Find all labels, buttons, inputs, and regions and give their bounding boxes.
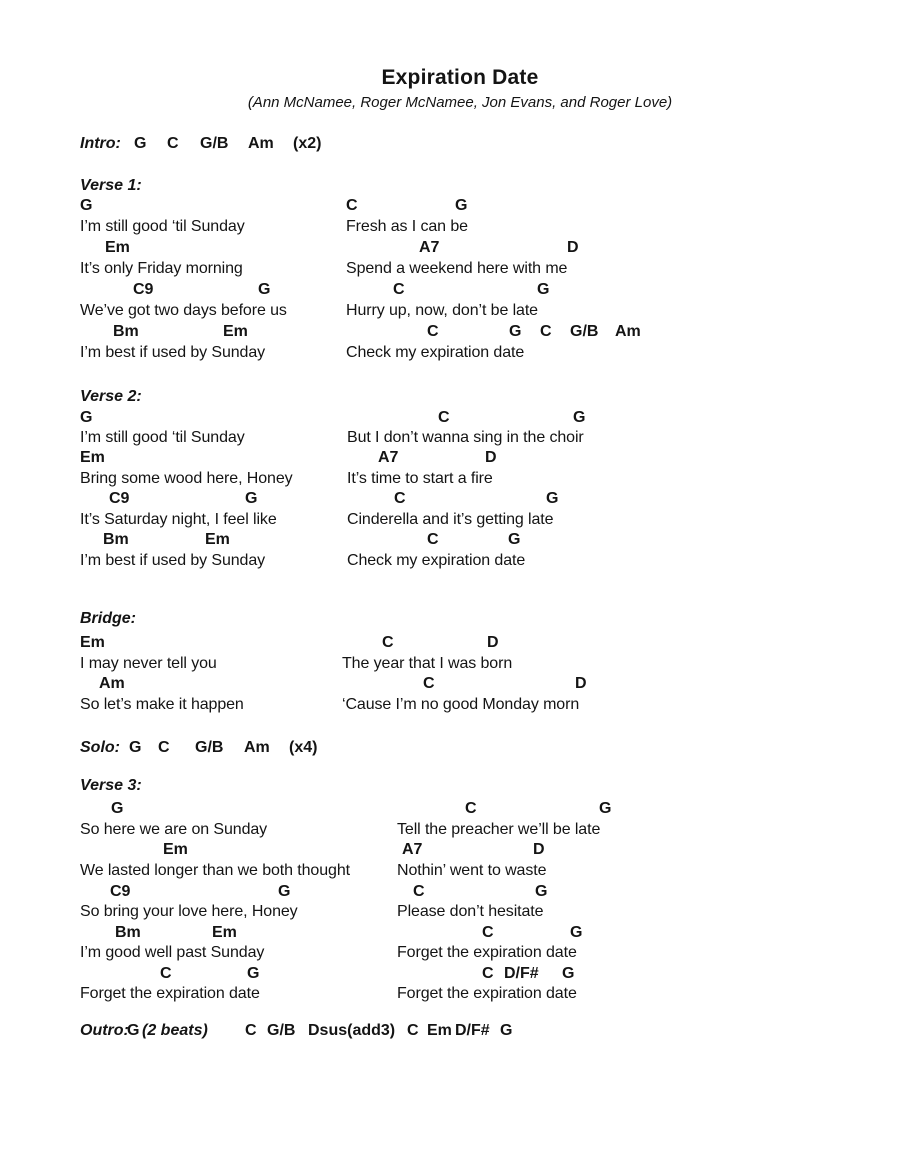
verse3-row4-chords — [80, 923, 900, 944]
section-label: Solo: — [80, 739, 120, 756]
verse3-label — [80, 776, 900, 797]
lyric-text: Forget the expiration date — [80, 985, 260, 1002]
chord: G — [500, 1022, 513, 1039]
chord: G — [537, 281, 550, 298]
chord: G — [129, 739, 142, 756]
section-label: Bridge: — [80, 610, 136, 627]
verse1-row2-lyrics — [80, 259, 900, 280]
chord: G — [258, 281, 271, 298]
verse3-row3-chords — [80, 882, 900, 903]
lyric-text: But I don’t wanna sing in the choir — [347, 429, 584, 446]
verse1-row2-chords — [80, 238, 900, 259]
chord: D — [533, 841, 545, 858]
chord: Em — [163, 841, 188, 858]
chord: G — [247, 965, 260, 982]
song-title: Expiration Date — [381, 66, 539, 89]
lyric-text: The year that I was born — [342, 655, 513, 672]
bridge-label — [80, 609, 900, 630]
verse3-row2-chords — [80, 840, 900, 861]
bridge-row2-lyrics — [80, 695, 900, 716]
lyric-text: Nothin’ went to waste — [397, 862, 547, 879]
chord: G — [111, 800, 124, 817]
section-label: Verse 1: — [80, 177, 142, 194]
lyric-text: Forget the expiration date — [397, 944, 577, 961]
chord: G — [535, 883, 548, 900]
chord: Em — [205, 531, 230, 548]
intro-line — [80, 134, 900, 155]
bridge-row2-chords — [80, 674, 900, 695]
chord: G/B — [267, 1022, 296, 1039]
lyric-text: Hurry up, now, don’t be late — [346, 302, 538, 319]
chord: Em — [427, 1022, 452, 1039]
chord: (x4) — [289, 739, 318, 756]
chord: G — [245, 490, 258, 507]
verse3-row2-lyrics — [80, 861, 900, 882]
section-label: Outro: — [80, 1022, 129, 1039]
lyric-text: Spend a weekend here with me — [346, 260, 568, 277]
chord: C — [382, 634, 394, 651]
chord: Am — [244, 739, 270, 756]
chord: Bm — [115, 924, 141, 941]
lyric-text: So let’s make it happen — [80, 696, 244, 713]
chord: C — [427, 323, 439, 340]
lyric-text: I’m still good ‘til Sunday — [80, 429, 245, 446]
chord: Em — [223, 323, 248, 340]
lyric-text: It’s Saturday night, I feel like — [80, 511, 277, 528]
beats-annotation: (2 beats) — [142, 1022, 208, 1039]
section-label: Verse 3: — [80, 777, 142, 794]
chord: G — [570, 924, 583, 941]
chord: G — [80, 409, 93, 426]
chord: C — [346, 197, 358, 214]
lyric-text: I’m still good ‘til Sunday — [80, 218, 245, 235]
lyric-text: We’ve got two days before us — [80, 302, 287, 319]
verse1-row4-lyrics — [80, 343, 900, 364]
chord: C — [413, 883, 425, 900]
chord: C9 — [109, 490, 130, 507]
chord: D — [575, 675, 587, 692]
lyric-text: It’s time to start a fire — [347, 470, 493, 487]
verse2-row3-lyrics — [80, 510, 900, 531]
verse3-row1-chords — [80, 799, 900, 820]
chord: G — [134, 135, 147, 152]
verse3-row1-lyrics — [80, 820, 900, 841]
lyric-text: We lasted longer than we both thought — [80, 862, 350, 879]
lyric-text: Tell the preacher we’ll be late — [397, 821, 601, 838]
chord: Am — [99, 675, 125, 692]
lyric-text: It’s only Friday morning — [80, 260, 243, 277]
section-label: Verse 2: — [80, 388, 142, 405]
chord: C — [482, 965, 494, 982]
chord: A7 — [419, 239, 440, 256]
bridge-row1-lyrics — [80, 654, 900, 675]
verse3-row5-lyrics — [80, 984, 900, 1005]
chord: G — [562, 965, 575, 982]
chord: D/F# — [504, 965, 539, 982]
chord: C — [427, 531, 439, 548]
chord: A7 — [378, 449, 399, 466]
bridge-row1-chords — [80, 633, 900, 654]
chord: Em — [80, 634, 105, 651]
chord: G — [509, 323, 522, 340]
chord: C — [245, 1022, 257, 1039]
chord: G — [127, 1022, 140, 1039]
verse3-row4-lyrics — [80, 943, 900, 964]
chord: G — [599, 800, 612, 817]
verse3-row5-chords — [80, 964, 900, 985]
chord: C — [438, 409, 450, 426]
verse2-row1-chords — [80, 408, 900, 429]
verse2-row4-chords — [80, 530, 900, 551]
chord: C — [540, 323, 552, 340]
lyric-text: So bring your love here, Honey — [80, 903, 298, 920]
song-credits: (Ann McNamee, Roger McNamee, Jon Evans, and Roger Love) — [247, 94, 673, 111]
chord: G — [455, 197, 468, 214]
outro-line — [80, 1021, 900, 1042]
chord: C9 — [110, 883, 131, 900]
chord: C — [160, 965, 172, 982]
verse1-row3-chords — [80, 280, 900, 301]
lyric-text: So here we are on Sunday — [80, 821, 268, 838]
chord: C — [465, 800, 477, 817]
chord: Am — [615, 323, 641, 340]
chord: D/F# — [455, 1022, 490, 1039]
lyric-text: I may never tell you — [80, 655, 217, 672]
verse1-label — [80, 176, 900, 197]
chord: Bm — [103, 531, 129, 548]
chord: G — [573, 409, 586, 426]
chord: C — [167, 135, 179, 152]
lyric-text: Check my expiration date — [347, 552, 526, 569]
chord: Dsus(add3) — [308, 1022, 396, 1039]
section-label: Intro: — [80, 135, 121, 152]
solo-line — [80, 738, 900, 759]
lyric-text: Forget the expiration date — [397, 985, 577, 1002]
chord: D — [485, 449, 497, 466]
chord: (x2) — [293, 135, 322, 152]
lyric-text: ‘Cause I’m no good Monday morn — [342, 696, 580, 713]
chord: D — [567, 239, 579, 256]
chord: G/B — [570, 323, 599, 340]
chord: C — [482, 924, 494, 941]
chord: G/B — [195, 739, 224, 756]
chord: D — [487, 634, 499, 651]
verse3-row3-lyrics — [80, 902, 900, 923]
verse1-row1-chords — [80, 196, 900, 217]
chord: C — [423, 675, 435, 692]
chord: G — [546, 490, 559, 507]
chord: Em — [105, 239, 130, 256]
lyric-text: Bring some wood here, Honey — [80, 470, 293, 487]
verse2-row2-chords — [80, 448, 900, 469]
verse2-row2-lyrics — [80, 469, 900, 490]
verse2-row4-lyrics — [80, 551, 900, 572]
lyric-text: Cinderella and it’s getting late — [347, 511, 554, 528]
chord: C — [393, 281, 405, 298]
chord: G — [278, 883, 291, 900]
chord: C9 — [133, 281, 154, 298]
lyric-text: Check my expiration date — [346, 344, 525, 361]
lyric-text: I’m good well past Sunday — [80, 944, 265, 961]
chord: G — [80, 197, 93, 214]
chord: C — [394, 490, 406, 507]
verse1-row3-lyrics — [80, 301, 900, 322]
chord: G — [508, 531, 521, 548]
verse2-label — [80, 387, 900, 408]
verse1-row4-chords — [80, 322, 900, 343]
chord: C — [407, 1022, 419, 1039]
chord: Bm — [113, 323, 139, 340]
chord: C — [158, 739, 170, 756]
verse2-row3-chords — [80, 489, 900, 510]
chord: G/B — [200, 135, 229, 152]
lyric-text: I’m best if used by Sunday — [80, 344, 266, 361]
chord: Em — [212, 924, 237, 941]
chord: Em — [80, 449, 105, 466]
chord: A7 — [402, 841, 423, 858]
chord: Am — [248, 135, 274, 152]
verse2-row1-lyrics — [80, 428, 900, 449]
lyric-text: Fresh as I can be — [346, 218, 468, 235]
lyric-text: Please don’t hesitate — [397, 903, 544, 920]
verse1-row1-lyrics — [80, 217, 900, 238]
lyric-text: I’m best if used by Sunday — [80, 552, 266, 569]
song-body — [80, 0, 900, 1165]
